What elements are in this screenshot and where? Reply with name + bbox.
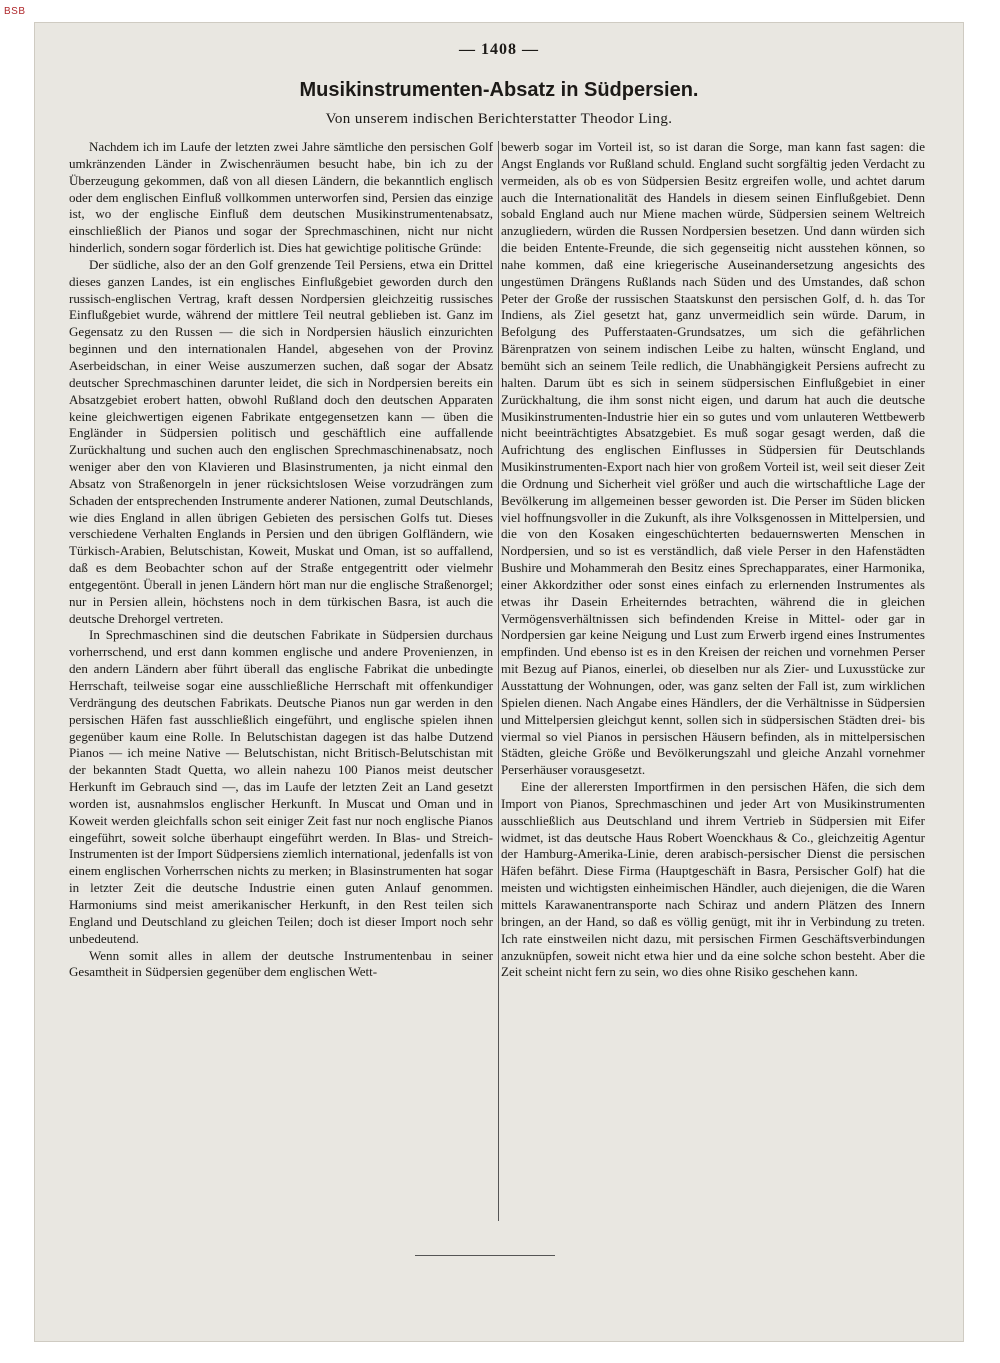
paragraph: Nachdem ich im Laufe der letzten zwei Jahre sämtliche den persischen Golf umkränzenden Länder in Zwischenräumen besucht habe, bin ich zu der Überzeugung gekommen, daß von all diesen Ländern, die bekanntlich englisch oder dem englischen Einfluß vollkommen unterworfen sind, Persien das einzige ist, wo der englische Einfluß dem deutschen Musikinstrumentenabsatz, einschließlich der Pianos und sogar der Sprechmaschinen, nicht nur nicht hinderlich, sondern sogar förderlich ist. Dies hat gewichtige politische Gründe:	[69, 139, 493, 256]
article-byline: Von unserem indischen Berichterstatter Theodor Ling.	[325, 111, 673, 127]
scanned-page	[34, 22, 964, 1342]
right-column	[501, 139, 925, 981]
left-column	[69, 139, 493, 981]
paragraph: Eine der allerersten Importfirmen in den persischen Häfen, die sich dem Import von Pianos, Sprechmaschinen und jeder Art von Musikinstrumenten ausschließlich aus Deutschland und ihrem Vertrieb in Südpersien mit Eifer widmet, ist das deutsche Haus Robert Woenckhaus & Co., gleichzeitig Agentur der Hamburg-Amerika-Linie, deren arabisch-persischer Dienst die persischen Häfen befährt. Diese Firma (Hauptgeschäft in Basra, Persischer Golf) hat die meisten und wichtigsten einheimischen Händler, auch diejenigen, die die Waren mittels Karawanentransporte nach Schiraz und andern Plätzen des Innern bringen, an der Hand, so daß es völlig genügt, mit ihr in Verbindung zu treten. Ich rate einstweilen nicht dazu, mit persischen Firmen Geschäftsverbindungen anzuknüpfen, soweit nicht etwa hier und da eine solche schon besteht. Aber die Zeit scheint nicht fern zu sein, wo dies ohne Risiko geschehen kann.	[501, 779, 925, 980]
library-watermark: BSB	[4, 6, 26, 17]
paragraph: bewerb sogar im Vorteil ist, so ist daran die Sorge, man kann fast sagen: die Angst Englands vor Rußland schuld. England sucht sorgfältig jeden Verdacht zu vermeiden, als ob es von Südpersien Besitz ergreifen wolle, und achtet darum auch die Internationalität des Handels in diesem seinen Einflußgebiet. Denn sobald England auch nur Miene machen würde, Südpersien seinem Weltreich anzugliedern, würden die Russen Nordpersien besetzen. Und dann würden sich die beiden Entente-Freunde, die sich gegenseitig nicht ausstehen können, so nahe kommen, daß eine kriegerische Auseinandersetzung angesichts des ungestümen Drängens Rußlands nach Süden und des Umstandes, daß schon Peter der Große der russischen Staatskunst den persischen Golf, d. h. das Tor Indiens, als Ziel gesetzt hat, ganz unvermeidlich sein würde. Darum, in Befolgung des Pufferstaaten-Grundsatzes, um sich die gefährlichen Bärenpratzen von seinem indischen Leibe zu halten, wünscht England, und bemüht sich an seinem Teile redlich, die Unabhängigkeit Persiens aufrecht zu halten. Darum übt es sich in seinem südpersischen Einflußgebiet in einer Zurückhaltung, die ihm sonst nicht eigen, und darum hat auch die deutsche Musikinstrumenten-Industrie hier ein so gutes und vom unlauteren Wettbewerb nicht beeinträchtigtes Absatzgebiet. Es muß sogar gesagt werden, daß die Aufrichtung des englischen Einflusses in Südpersien für Deutschlands Musikinstrumenten-Export nach hier von großem Vorteil ist, weil seit dieser Zeit die Ordnung und Sicherheit viel größer und auch die wirtschaftliche Lage der Bevölkerung im allgemeinen besser geworden ist. Die Perser im Süden blicken viel hoffnungsvoller in die Zukunft, als ihre Volksgenossen in Mittelpersien, und die von den Kosaken eingeschüchterten bedauernswerten Menschen in Nordpersien, und so ist es verständlich, daß viele Perser in den Hafenstädten Bushire und Mohammerah den Besitz eines Sprechapparates, einer Harmonika, einer Akkordzither oder sonst eines einfach zu erlernenden Instrumentes als etwas ihr Dasein Erheiterndes betrachten, während die in gleichen Vermögensverhältnissen sich befindenden Kreise in Mittel- oder gar in Nordpersien gar keine Neigung und Lust zum Erwerb irgend eines Instrumentes empfinden. Und ebenso ist es in den Kreisen der reichen und vornehmen Perser mit Bezug auf Pianos, einerlei, ob dieselben nur als Zier- und Luxusstücke zur Ausstattung der Wohnungen, oder, was ganz selten der Fall ist, zum wirklichen Spielen dienen. Nach Angabe eines Händlers, der die Verhältnisse in Südpersien und Mittelpersien gleichgut kennt, sollen sich in südpersischen Städten drei- bis viermal so viel Pianos in persischen Häusern befinden, als in mittelpersischen Städten, gleiche Größe und Bevölkerungszahl und gleiche Anzahl vornehmer Perserhäuser vorausgesetzt.	[501, 139, 925, 778]
paragraph: Der südliche, also der an den Golf grenzende Teil Persiens, etwa ein Drittel dieses ganzen Landes, ist ein englisches Einflußgebiet geworden durch den russisch-englischen Vertrag, kraft dessen Nordpersien gleichzeitig russisches Einflußgebiet wurde, während der mittlere Teil neutral geblieben ist. Ganz im Gegensatz zu den Russen — die sich in Nordpersien häuslich einzurichten beginnen und den internationalen Handel, abgesehen von der Provinz Aserbeidschan, in einer Weise auszumerzen suchen, daß sogar der Absatz deutscher Sprechmaschinen darunter leidet, die sich in Nordpersien bereits ein Absatzgebiet erobert hatten, obwohl Rußland doch den deutschen Apparaten keine gleichwertigen eigenen Fabrikate entgegensetzen kann — üben die Engländer in Südpersien politisch und geschäftlich eine auffallende Zurückhaltung und suchen auch den englischen Sprechmaschinenabsatz, noch weniger aber den von Klavieren und Blasinstrumenten, ja nicht einmal den Absatz von Straßenorgeln in jener rücksichtslosen Weise vorzudrängen zum Schaden der entsprechenden Instrumente anderer Nationen, zumal Deutschlands, wie dies England in allen übrigen Gebieten des persischen Golfs tut. Dieses verschiedene Verhalten Englands in Persien und den übrigen Golfländern, wie Türkisch-Arabien, Belutschistan, Koweit, Muskat und Oman, ist so auffallend, daß es dem Beobachter schon auf der Straße entgegentritt oder vielmehr entgegentönt. Überall in jenen Ländern hört man nur die englische Straßenorgel; nur in Persien allein, höchstens noch in dem türkischen Basra, ist auch die deutsche Drehorgel vertreten.	[69, 256, 493, 626]
paragraph: Wenn somit alles in allem der deutsche Instrumentenbau in seiner Gesamtheit in Südpersien gegenüber dem englischen Wett-	[69, 947, 493, 980]
column-divider	[498, 141, 499, 1221]
page-number: — 1408 —	[459, 41, 539, 58]
article-title: Musikinstrumenten-Absatz in Südpersien.	[299, 79, 699, 101]
paragraph: In Sprechmaschinen sind die deutschen Fabrikate in Südpersien durchaus vorherrschend, und erst dann kommen englische und andere Provenienzen, in den andern Ländern aber führt überall das englische Fabrikat die unbedingte Herrschaft, teilweise sogar eine ausschließliche Herrschaft mit offenkundiger Verdrängung des deutschen Fabrikats. Deutsche Pianos nun gar werden in den persischen Häfen fast ausschließlich eingeführt, und englische spielen ihnen gegenüber kaum eine Rolle. In Belutschistan dagegen ist das halbe Dutzend Pianos — ich meine Native — Belutschistan, nicht Britisch-Belutschistan mit der bekannten Stadt Quetta, wo allein nahezu 100 Pianos meist deutscher Herkunft im Gebrauch sind —, das im Laufe der letzten Zeit an Land gesetzt worden ist, ausnahmslos englischer Herkunft. In Muscat und Oman und in Koweit werden gleichfalls schon seit einiger Zeit fast nur noch englische Pianos eingeführt, soweit solche überhaupt eingeführt werden. In Blas- und Streich-Instrumenten ist der Import Südpersiens ziemlich international, jedenfalls ist von einem englischen Vorherrschen nichts zu merken; in Blasinstrumenten hat sogar in letzter Zeit die deutsche Industrie einen guten Anlauf genommen. Harmoniums sind meist amerikanischer Herkunft, in den Rest teilen sich England und Deutschland zu gleichen Teilen; doch ist dieser Import noch sehr unbedeutend.	[69, 627, 493, 946]
footer-rule	[415, 1255, 555, 1256]
